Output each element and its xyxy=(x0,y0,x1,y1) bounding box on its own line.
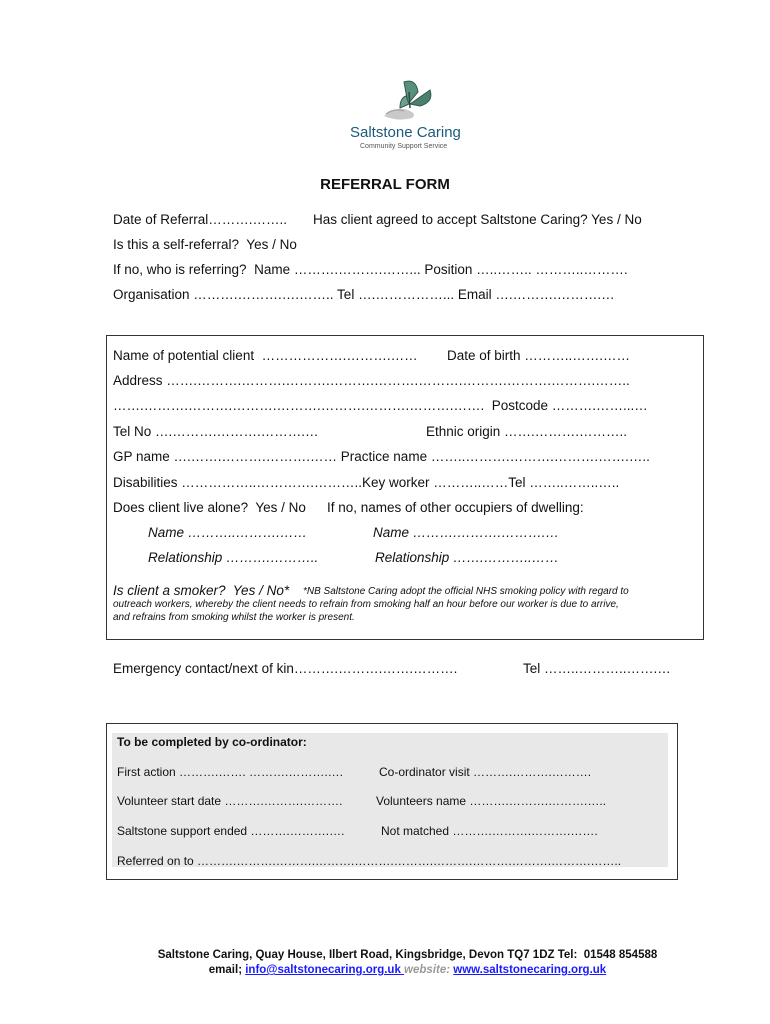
not-matched-field[interactable]: Not matched ……….……….……….……. xyxy=(381,824,598,838)
gp-practice-field[interactable]: GP name ….…….……….……….…… Practice name ……..……….……….……….…….….. xyxy=(113,449,650,464)
first-action-field[interactable]: First action ……….……. ……….……….…. xyxy=(117,765,344,779)
page-title: REFERRAL FORM xyxy=(320,176,450,193)
self-referral-question[interactable]: Is this a self-referral? Yes / No xyxy=(113,237,297,252)
coordinator-heading: To be completed by co-ordinator: xyxy=(117,735,307,749)
occupier-relationship-field-1[interactable]: Relationship ……….……….. xyxy=(148,550,319,565)
occupier-relationship-field-2[interactable]: Relationship …….………..…… xyxy=(375,550,559,565)
emergency-contact-field[interactable]: Emergency contact/next of kin……….……….…….………. xyxy=(113,661,458,676)
footer-address: Saltstone Caring, Quay House, Ilbert Road, Kingsbridge, Devon TQ7 1DZ Tel: 01548 854588 xyxy=(157,949,658,961)
footer-email-link[interactable]: info@saltstonecaring.org.uk xyxy=(245,964,405,976)
referrer-name-position-field[interactable]: If no, who is referring? Name ……….……….……... Position …..…….. ………..………. xyxy=(113,262,628,277)
footer-email-label: email; xyxy=(208,964,246,976)
address-field[interactable]: Address …….……….……….……….……….……….……….……….……….……….…….. xyxy=(113,373,630,388)
butterfly-hand-icon xyxy=(346,74,471,124)
logo-subtitle: Community Support Service xyxy=(360,143,448,150)
tel-no-field[interactable]: Tel No ….……….……….……….… xyxy=(113,424,319,439)
footer-contact-line xyxy=(0,964,770,976)
volunteer-start-date-field[interactable]: Volunteer start date ……….……….………. xyxy=(117,794,343,808)
client-name-field[interactable]: Name of potential client ……………….……….…… xyxy=(113,348,418,363)
occupier-name-field-2[interactable]: Name ……….……….……….… xyxy=(373,525,560,540)
emergency-tel-field[interactable]: Tel ……..………..…….… xyxy=(523,661,671,676)
organisation-tel-email-field[interactable]: Organisation ……….……….….…….. Tel ….……………... Email ….……….……….… xyxy=(113,287,615,302)
date-of-referral-field[interactable]: Date of Referral……….…….. xyxy=(113,212,288,227)
client-agreed-question[interactable]: Has client agreed to accept Saltstone Caring? Yes / No xyxy=(313,212,642,227)
coordinator-visit-field[interactable]: Co-ordinator visit ……….……….………. xyxy=(379,765,592,779)
referred-on-to-field[interactable]: Referred on to ……….……….……….……….……….……….……….……….……….……….…….. xyxy=(117,854,622,868)
disabilities-keyworker-field[interactable]: Disabilities ……………..………….………..Key worker ………..……Tel ……..……..….. xyxy=(113,475,620,490)
volunteers-name-field[interactable]: Volunteers name ……….……….……….….. xyxy=(376,794,607,808)
lives-alone-question[interactable]: Does client live alone? Yes / No xyxy=(113,500,306,515)
logo-name: Saltstone Caring xyxy=(350,124,461,141)
address-postcode-field[interactable]: …….……….……….……….……….……….……….……….……. Postcode ……….……...… xyxy=(113,398,648,413)
smoking-policy-note-line-2: outreach workers, whereby the client needs to refrain from smoking half an hour before our worker is due to arrive, xyxy=(113,599,619,610)
ethnic-origin-field[interactable]: Ethnic origin …….……….……….. xyxy=(426,424,628,439)
smoker-question[interactable]: Is client a smoker? Yes / No* xyxy=(113,583,290,598)
smoking-policy-note-line-3: and refrains from smoking whilst the worker is present. xyxy=(113,612,355,623)
date-of-birth-field[interactable]: Date of birth ………..…….…… xyxy=(447,348,631,363)
logo xyxy=(346,74,471,154)
footer-website-link[interactable]: www.saltstonecaring.org.uk xyxy=(453,964,607,976)
support-ended-field[interactable]: Saltstone support ended ……….……….…. xyxy=(117,824,345,838)
other-occupiers-label: If no, names of other occupiers of dwelling: xyxy=(327,500,584,515)
footer-website-label: website: xyxy=(404,964,451,976)
occupier-name-field-1[interactable]: Name ………..……….…… xyxy=(148,525,308,540)
smoking-policy-note-line-1: *NB Saltstone Caring adopt the official NHS smoking policy with regard to xyxy=(303,586,629,597)
